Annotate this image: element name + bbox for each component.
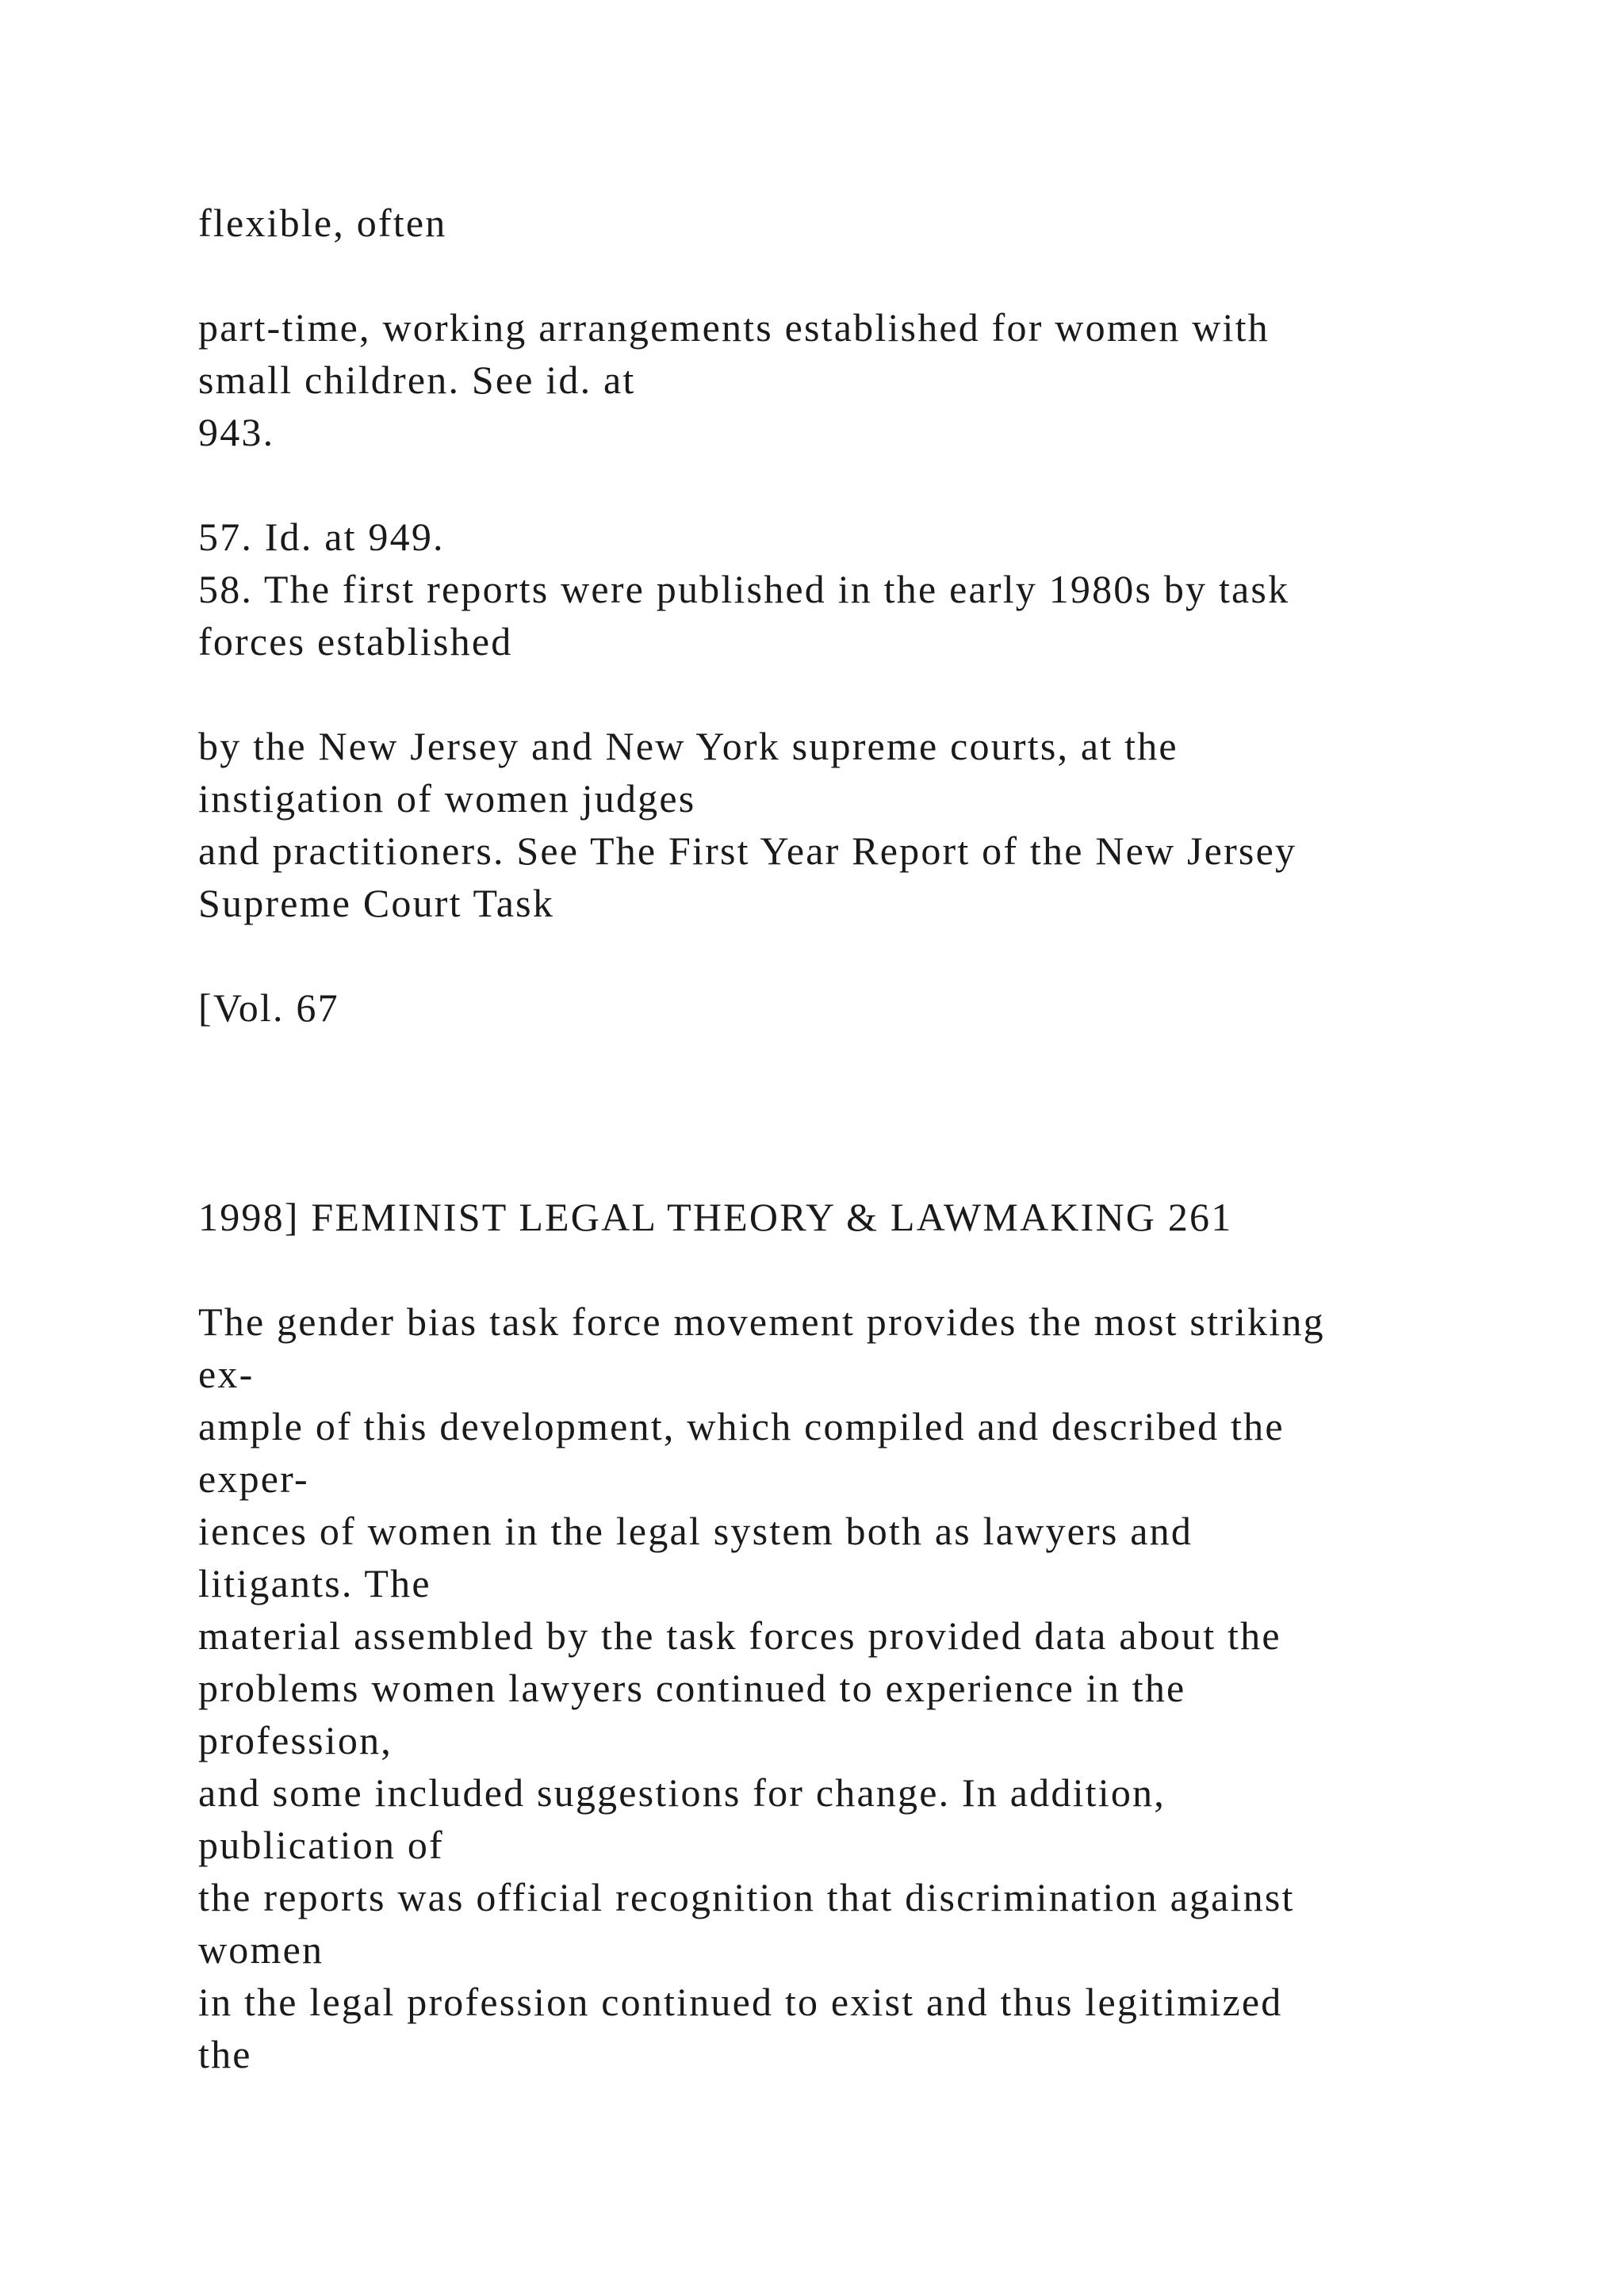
footnote-58: 58. The first reports were published in the early 1980s by task bbox=[198, 567, 1290, 611]
text-line: the bbox=[198, 2032, 252, 2076]
text-line: the reports was official recognition that discrimination against bbox=[198, 1875, 1295, 1919]
text-line: problems women lawyers continued to experience in the bbox=[198, 1666, 1186, 1710]
text-line: material assembled by the task forces provided data about the bbox=[198, 1613, 1281, 1658]
text-line: The gender bias task force movement provides the most striking bbox=[198, 1299, 1325, 1344]
text-line: ex- bbox=[198, 1352, 255, 1396]
running-header: 1998] FEMINIST LEGAL THEORY & LAWMAKING 261 bbox=[198, 1195, 1233, 1239]
text-line: profession, bbox=[198, 1718, 393, 1762]
footnote-57: 57. Id. at 949. bbox=[198, 515, 445, 559]
text-line: part-time, working arrangements established for women with bbox=[198, 305, 1270, 350]
text-line: small children. See id. at bbox=[198, 358, 636, 402]
text-line: in the legal profession continued to exist and thus legitimized bbox=[198, 1980, 1283, 2024]
text-line: 943. bbox=[198, 410, 275, 454]
text-line: women bbox=[198, 1927, 324, 1972]
text-line: and some included suggestions for change. In addition, bbox=[198, 1770, 1166, 1815]
text-line: iences of women in the legal system both as lawyers and bbox=[198, 1509, 1193, 1553]
text-line: and practitioners. See The First Year Report of the New Jersey bbox=[198, 828, 1297, 873]
text-line: litigants. The bbox=[198, 1561, 431, 1605]
volume-marker: [Vol. 67 bbox=[198, 985, 339, 1030]
text-line: forces established bbox=[198, 619, 513, 664]
text-line: flexible, often bbox=[198, 201, 447, 245]
text-line: by the New Jersey and New York supreme courts, at the bbox=[198, 724, 1178, 768]
text-line: publication of bbox=[198, 1823, 444, 1867]
text-line: ample of this development, which compiled and described the bbox=[198, 1404, 1285, 1448]
text-line: exper- bbox=[198, 1456, 309, 1501]
text-line: instigation of women judges bbox=[198, 776, 696, 821]
text-line: Supreme Court Task bbox=[198, 881, 555, 925]
